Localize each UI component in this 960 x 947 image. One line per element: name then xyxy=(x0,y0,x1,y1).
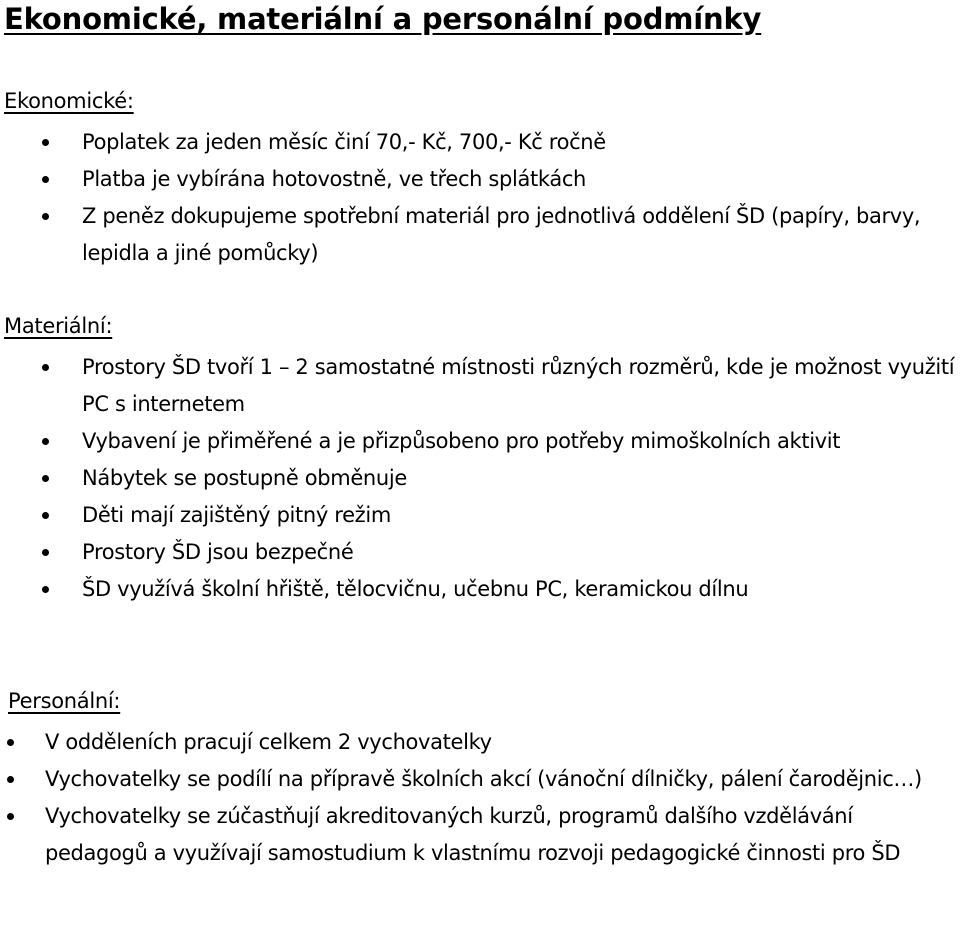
list-item-text: Platba je vybírána hotovostně, ve třech splátkách xyxy=(82,167,587,191)
list-item-text: Poplatek za jeden měsíc činí 70,- Kč, 700,- Kč ročně xyxy=(82,130,606,154)
list-item xyxy=(82,198,952,272)
bullet-icon xyxy=(42,364,49,371)
bullet-icon xyxy=(7,776,14,783)
bullet-list-ekonomicke xyxy=(82,124,952,272)
list-item-text: Prostory ŠD tvoří 1 – 2 samostatné místnosti různých rozměrů, kde je možnost využití PC s internetem xyxy=(82,355,955,416)
list-item-text: Děti mají zajištěný pitný režim xyxy=(82,503,391,527)
list-item xyxy=(82,460,957,497)
list-item xyxy=(45,798,950,872)
list-item-text: Prostory ŠD jsou bezpečné xyxy=(82,540,354,564)
bullet-list-personalni xyxy=(45,724,950,872)
bullet-icon xyxy=(42,176,49,183)
list-item xyxy=(82,349,957,423)
bullet-icon xyxy=(42,213,49,220)
list-item-text: Vybavení je přiměřené a je přizpůsobeno pro potřeby mimoškolních aktivit xyxy=(82,429,841,453)
page-title: Ekonomické, materiální a personální podmínky xyxy=(4,2,762,36)
list-item xyxy=(82,161,952,198)
bullet-icon xyxy=(42,438,49,445)
list-item xyxy=(82,571,957,608)
section-heading-ekonomicke: Ekonomické: xyxy=(4,89,134,113)
list-item-text: V odděleních pracují celkem 2 vychovatelky xyxy=(45,730,492,754)
list-item xyxy=(82,423,957,460)
list-item-text: Vychovatelky se zúčastňují akreditovaných kurzů, programů dalšího vzdělávání pedagogů a využívají samostudium k vlastnímu rozvoji pedagogické činnosti pro ŠD xyxy=(45,804,901,865)
bullet-icon xyxy=(7,739,14,746)
bullet-icon xyxy=(42,549,49,556)
list-item-text: Nábytek se postupně obměnuje xyxy=(82,466,407,490)
bullet-icon xyxy=(7,813,14,820)
bullet-icon xyxy=(42,139,49,146)
list-item xyxy=(82,497,957,534)
section-heading-materialni: Materiální: xyxy=(4,314,113,338)
bullet-icon xyxy=(42,586,49,593)
bullet-icon xyxy=(42,475,49,482)
bullet-icon xyxy=(42,512,49,519)
list-item xyxy=(82,124,952,161)
section-heading-personalni: Personální: xyxy=(8,689,121,713)
list-item xyxy=(45,761,950,798)
bullet-list-materialni xyxy=(82,349,957,608)
list-item xyxy=(45,724,950,761)
list-item xyxy=(82,534,957,571)
list-item-text: Z peněz dokupujeme spotřební materiál pro jednotlivá oddělení ŠD (papíry, barvy, lepidla a jiné pomůcky) xyxy=(82,204,921,265)
list-item-text: Vychovatelky se podílí na přípravě školních akcí (vánoční dílničky, pálení čarodějnic…) xyxy=(45,767,922,791)
list-item-text: ŠD využívá školní hřiště, tělocvičnu, učebnu PC, keramickou dílnu xyxy=(82,577,749,601)
